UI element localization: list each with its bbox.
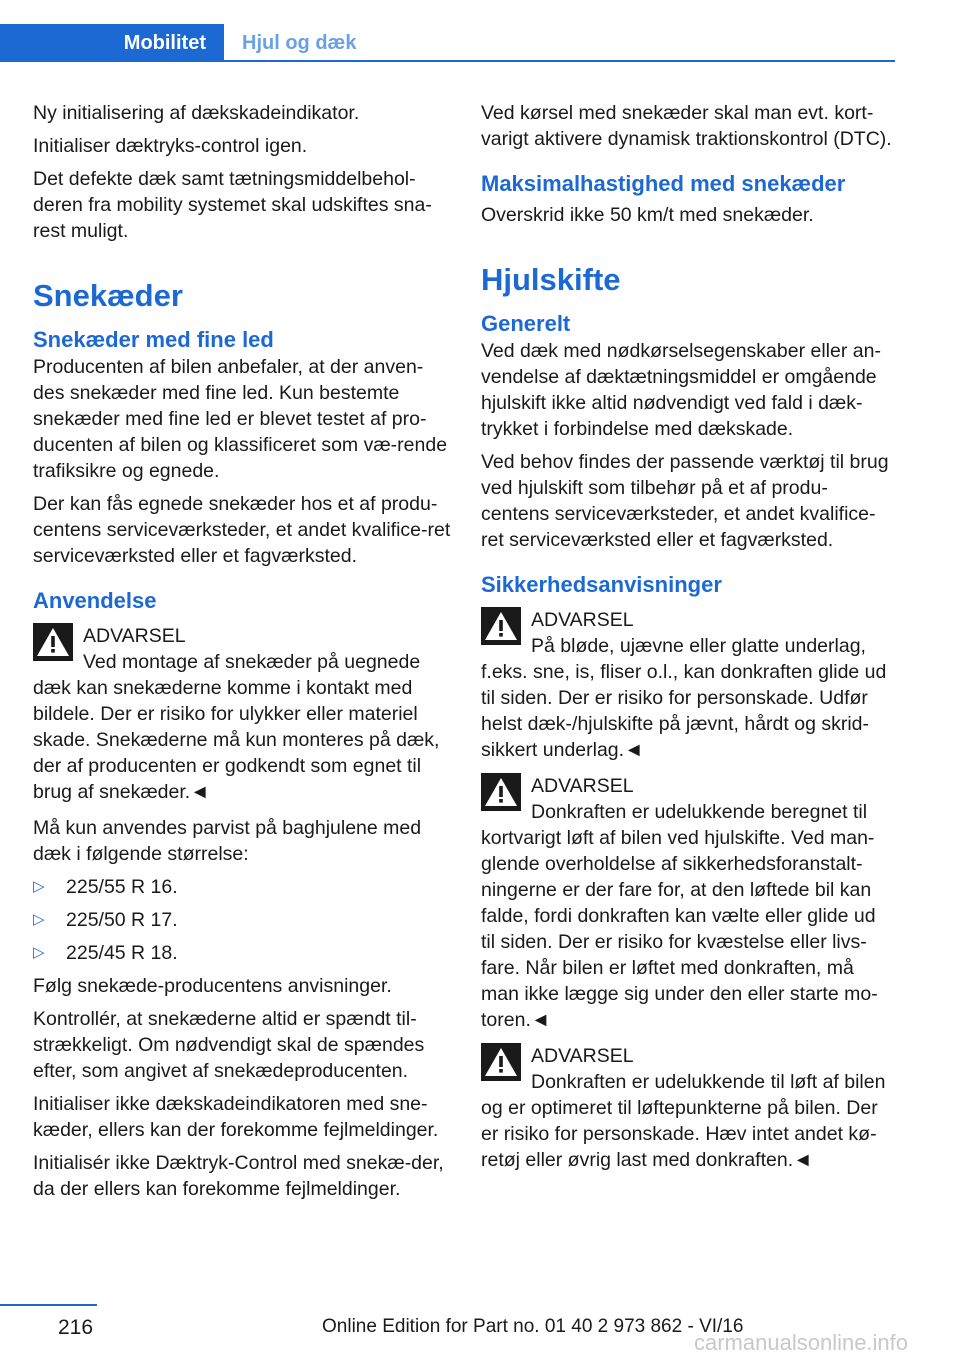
header-divider (0, 60, 895, 62)
tab-mobilitet[interactable]: Mobilitet (0, 24, 224, 62)
warning-triangle-icon (481, 607, 521, 645)
paragraph: Det defekte dæk samt tætningsmiddelbehol-deren fra mobility systemet skal udskiftes sna-rest muligt. (33, 168, 432, 242)
paragraph: Overskrid ikke 50 km/t med snekæder. (481, 204, 814, 226)
section-heading-snekaeder: Snekæder (33, 278, 183, 313)
size-list (33, 874, 451, 966)
warning-text: f.eks. sne, is, fliser o.l., kan donkraften glide ud til siden. Der er risiko for personskade. Udfør helst dæk-/hjulskifte på jævnt, hårdt og skrid-sikkert underlag.◄ (481, 661, 887, 761)
list-item-text: 225/45 R 18. (66, 942, 178, 964)
paragraph: Initialiser ikke dækskadeindikatoren med sne-kæder, ellers kan der forekomme fejlmeldinger. (33, 1093, 439, 1141)
list-item (33, 940, 451, 966)
edition-note: Online Edition for Part no. 01 40 2 973 862 - VI/16 (322, 1316, 744, 1337)
list-item (33, 907, 451, 933)
paragraph: Initialiser dæktryks-control igen. (33, 135, 308, 157)
warning-title: ADVARSEL (531, 609, 634, 631)
right-column (481, 100, 895, 1183)
paragraph: Følg snekæde-producentens anvisninger. (33, 975, 392, 997)
paragraph: Der kan fås egnede snekæder hos et af produ-centens serviceværksteder, et andet kvalifice-ret serviceværksted eller et fagværksted. (33, 493, 451, 567)
warning-text: Ved montage af snekæder på uegnede (83, 651, 421, 673)
warning-triangle-icon (481, 1043, 521, 1081)
watermark: carmanualsonline.info (694, 1330, 909, 1355)
header-tabbar (0, 0, 895, 62)
warning-title: ADVARSEL (531, 775, 634, 797)
section-heading-hjulskifte: Hjulskifte (481, 262, 621, 297)
warning-block (33, 623, 451, 805)
paragraph: Ved behov findes der passende værktøj til brug ved hjulskift som tilbehør på et af produ-centens serviceværksteder, et andet kvalifice-ret serviceværksted eller et fagværksted. (481, 451, 889, 551)
warning-text: På bløde, ujævne eller glatte underlag, (531, 635, 866, 657)
footer-divider (0, 1304, 97, 1306)
subheading-maksimalhastighed: Maksimalhastighed med snekæder (481, 171, 846, 196)
list-item (33, 874, 451, 900)
paragraph: Ny initialisering af dækskadeindikator. (33, 102, 360, 124)
bullet-triangle-icon: ▷ (33, 911, 45, 928)
warning-text: kortvarigt løft af bilen ved hjulskifte. Ved man-glende overholdelse af sikkerhedsforanstalt-ningerne er der fare for, at den løftede bil kan falde, fordi donkraften kan vælte eller glide ud til siden. Der er risiko for kvæstelse eller livs-fare. Når bilen er løftet med donkraften, må man ikke lægge sig under den eller starte mo-toren.◄ (481, 827, 878, 1031)
paragraph: Må kun anvendes parvist på baghjulene med dæk i følgende størrelse: (33, 817, 422, 865)
warning-text: Donkraften er udelukkende beregnet til (531, 801, 868, 823)
warning-triangle-icon (33, 623, 73, 661)
list-item-text: 225/55 R 16. (66, 876, 178, 898)
subheading-anvendelse: Anvendelse (33, 588, 157, 613)
warning-block (481, 607, 895, 763)
left-column (33, 100, 451, 1209)
warning-block (481, 773, 895, 1033)
warning-title: ADVARSEL (83, 625, 186, 647)
paragraph: Ved dæk med nødkørselsegenskaber eller an-vendelse af dæktætningsmiddel er omgående hjulskift ikke altid nødvendigt ved fald i dæk-trykket i forbindelse med dækskade. (481, 340, 881, 440)
tab-hjul-og-daek[interactable]: Hjul og dæk (242, 31, 357, 54)
paragraph: Producenten af bilen anbefaler, at der anven-des snekæder med fine led. Kun bestemte snekæder med fine led er blevet testet af pro-ducenten af bilen og klassificeret som væ-rende trafiksikre og egnede. (33, 356, 448, 482)
bullet-triangle-icon: ▷ (33, 878, 45, 895)
warning-text: dæk kan snekæderne komme i kontakt med bildele. Der er risiko for ulykker eller materiel skade. Snekæderne må kun monteres på dæk, der af producenten er godkendt som egnet til brug af snekæder.◄ (33, 677, 440, 803)
warning-block (481, 1043, 895, 1173)
paragraph: Ved kørsel med snekæder skal man evt. kort-varigt aktivere dynamisk traktionskontrol (DTC). (481, 102, 892, 150)
warning-triangle-icon (481, 773, 521, 811)
paragraph: Initialisér ikke Dæktryk-Control med snekæ-der, da der ellers kan forekomme fejlmeldinger. (33, 1152, 444, 1200)
page-number: 216 (58, 1316, 94, 1339)
list-item-text: 225/50 R 17. (66, 909, 178, 931)
paragraph: Kontrollér, at snekæderne altid er spændt til-strækkeligt. Om nødvendigt skal de spændes efter, som angivet af snekædeproducenten. (33, 1008, 425, 1082)
subheading-fine-led: Snekæder med fine led (33, 327, 274, 352)
warning-text: og er optimeret til løftepunkterne på bilen. Der er risiko for personskade. Hæv intet andet kø-retøj eller øvrig last med donkraften.◄ (481, 1097, 878, 1171)
subheading-sikkerhedsanvisninger: Sikkerhedsanvisninger (481, 572, 722, 597)
warning-text: Donkraften er udelukkende til løft af bilen (531, 1071, 886, 1093)
warning-title: ADVARSEL (531, 1045, 634, 1067)
bullet-triangle-icon: ▷ (33, 944, 45, 961)
subheading-generelt: Generelt (481, 311, 571, 336)
